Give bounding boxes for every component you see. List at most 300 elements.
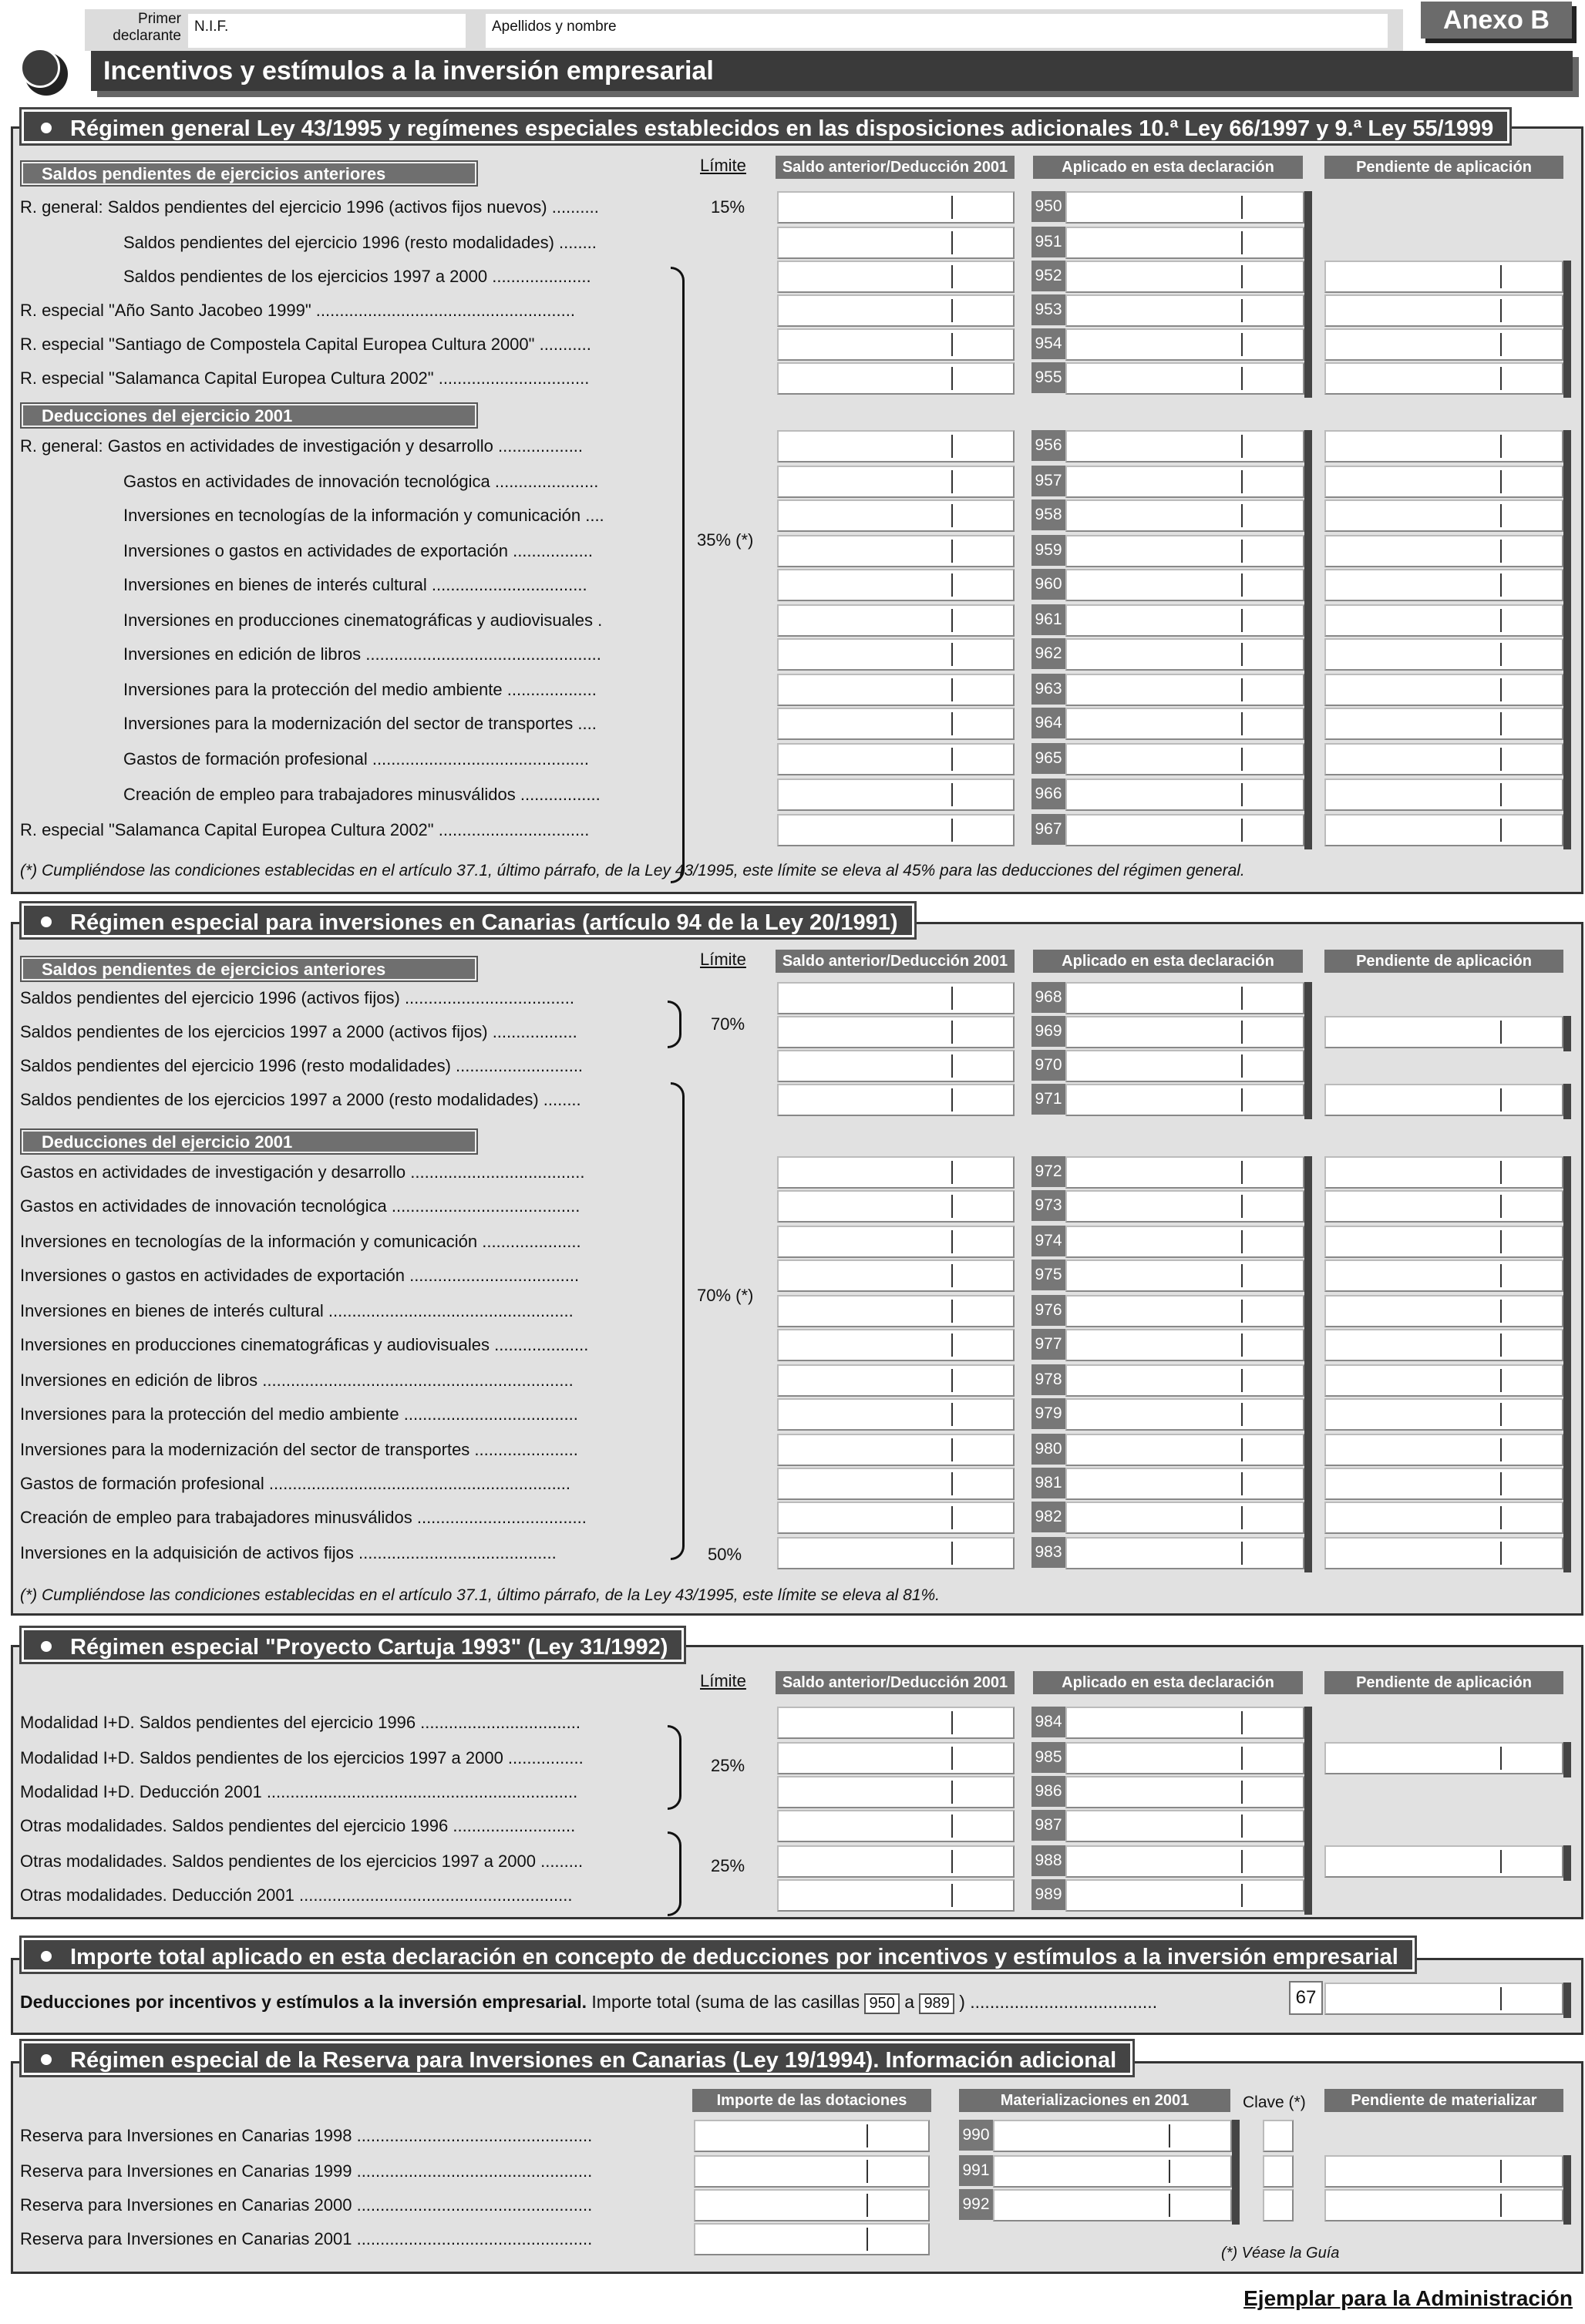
aplicado-field[interactable] xyxy=(1065,499,1304,532)
pendiente-field[interactable] xyxy=(1324,1260,1563,1292)
aplicado-field[interactable] xyxy=(1065,569,1304,601)
box-code: 979 xyxy=(1031,1398,1065,1429)
field-shadow xyxy=(1304,814,1312,849)
box-code: 971 xyxy=(1031,1084,1065,1115)
pendiente-field[interactable] xyxy=(1324,1329,1563,1361)
saldo-field[interactable] xyxy=(777,362,1015,395)
box-code: 978 xyxy=(1031,1364,1065,1395)
field-shadow xyxy=(1304,743,1312,779)
field-shadow xyxy=(1563,1434,1571,1469)
field-shadow xyxy=(1563,1983,1571,2018)
saldo-field[interactable] xyxy=(777,1879,1015,1912)
aplicado-field[interactable] xyxy=(1065,1050,1304,1082)
section-5-title: Régimen especial de la Reserva para Inversiones en Canarias (Ley 19/1994). Información adicional xyxy=(22,2041,1132,2075)
row-label: Inversiones en bienes de interés cultural ................................. xyxy=(123,575,587,594)
box-code: 958 xyxy=(1031,499,1065,530)
pendiente-field[interactable] xyxy=(1324,1845,1563,1878)
row-label: Otras modalidades. Saldos pendientes de los ejercicios 1997 a 2000 ......... xyxy=(20,1851,584,1871)
pendiente-header: Pendiente de aplicación xyxy=(1324,1671,1563,1694)
limit-header: Límite xyxy=(700,156,746,175)
box-code: 951 xyxy=(1031,227,1065,257)
aplicado-field[interactable] xyxy=(1065,1707,1304,1739)
field-shadow xyxy=(1304,362,1312,398)
aplicado-field[interactable] xyxy=(1065,1364,1304,1397)
limit-70-b: 70% (*) xyxy=(697,1286,754,1305)
aplicado-field[interactable] xyxy=(1065,1190,1304,1223)
box-code: 962 xyxy=(1031,638,1065,669)
field-shadow xyxy=(1563,1364,1571,1400)
clave-header: Clave (*) xyxy=(1243,2094,1306,2111)
nif-label: N.I.F. xyxy=(194,18,229,35)
materializaciones-field[interactable] xyxy=(993,2189,1232,2221)
section-2-title: Régimen especial para inversiones en Canarias (artículo 94 de la Ley 20/1991) xyxy=(22,903,914,937)
aplicado-field[interactable] xyxy=(1065,1742,1304,1774)
row-label: Otras modalidades. Deducción 2001 .......................................................... xyxy=(20,1885,573,1905)
row-label: Saldos pendientes de los ejercicios 1997 a 2000 (resto modalidades) ........ xyxy=(20,1090,581,1109)
saldo-field[interactable] xyxy=(777,1537,1015,1569)
field-shadow xyxy=(1563,1156,1571,1192)
field-shadow xyxy=(1304,1050,1312,1085)
saldo-field[interactable] xyxy=(777,1398,1015,1431)
bullet-icon xyxy=(41,916,52,927)
importe-header: Importe de las dotaciones xyxy=(692,2089,931,2112)
saldo-field[interactable] xyxy=(777,499,1015,532)
box-code: 987 xyxy=(1031,1810,1065,1841)
aplicado-field[interactable] xyxy=(1065,674,1304,706)
field-shadow xyxy=(1304,535,1312,570)
brace-canarias-activos xyxy=(668,1001,681,1048)
pendiente-field[interactable] xyxy=(1324,1016,1563,1048)
aplicado-field[interactable] xyxy=(1065,1810,1304,1842)
aplicado-field[interactable] xyxy=(1065,1845,1304,1878)
pendiente-field[interactable] xyxy=(1324,743,1563,775)
field-shadow xyxy=(1563,674,1571,709)
saldo-field[interactable] xyxy=(777,1156,1015,1189)
row-label: Modalidad I+D. Saldos pendientes del ejercicio 1996 .................................. xyxy=(20,1713,580,1732)
pendiente-field[interactable] xyxy=(1324,499,1563,532)
row-label: Reserva para Inversiones en Canarias 2000 .................................................. xyxy=(20,2195,593,2215)
aplicado-field[interactable] xyxy=(1065,1398,1304,1431)
total-amount-field[interactable] xyxy=(1324,1983,1563,2015)
row-label: R. general: Gastos en actividades de investigación y desarrollo .................. xyxy=(20,436,584,456)
name-field[interactable] xyxy=(486,14,1388,48)
field-shadow xyxy=(1304,1329,1312,1364)
box-code: 965 xyxy=(1031,743,1065,774)
saldo-field[interactable] xyxy=(777,1190,1015,1223)
field-shadow xyxy=(1563,814,1571,849)
pendiente-field[interactable] xyxy=(1324,1364,1563,1397)
row-label: Modalidad I+D. Saldos pendientes de los ejercicios 1997 a 2000 ................ xyxy=(20,1748,584,1767)
limit-header: Límite xyxy=(700,950,746,969)
saldo-field[interactable] xyxy=(777,1742,1015,1774)
field-shadow xyxy=(1304,1434,1312,1469)
row-label: Inversiones para la modernización del sector de transportes .... xyxy=(123,714,597,733)
pendiente-field[interactable] xyxy=(1324,1190,1563,1223)
box-code: 992 xyxy=(959,2189,993,2220)
saldo-field[interactable] xyxy=(777,1776,1015,1808)
aplicado-field[interactable] xyxy=(1065,1502,1304,1534)
importe-dotaciones-field[interactable] xyxy=(694,2223,930,2255)
field-shadow xyxy=(1563,1329,1571,1364)
footer-copy-label: Ejemplar para la Administración xyxy=(1243,2286,1573,2310)
section-3-title: Régimen especial "Proyecto Cartuja 1993" (Ley 31/1992) xyxy=(22,1628,684,1662)
field-shadow xyxy=(1304,674,1312,709)
box-code: 956 xyxy=(1031,430,1065,461)
field-shadow xyxy=(1563,638,1571,674)
field-shadow xyxy=(1304,1742,1312,1777)
title-bullet-icon xyxy=(20,48,60,88)
clave-field[interactable] xyxy=(1263,2189,1294,2221)
aplicado-field[interactable] xyxy=(1065,294,1304,327)
field-shadow xyxy=(1563,294,1571,330)
field-shadow xyxy=(1304,499,1312,535)
saldo-header: Saldo anterior/Deducción 2001 xyxy=(776,1671,1015,1694)
clave-field[interactable] xyxy=(1263,2155,1294,2188)
aplicado-field[interactable] xyxy=(1065,1156,1304,1189)
importe-dotaciones-field[interactable] xyxy=(694,2120,930,2152)
saldo-field[interactable] xyxy=(777,1502,1015,1534)
box-code: 975 xyxy=(1031,1260,1065,1290)
field-shadow xyxy=(1563,569,1571,604)
materializaciones-header: Materializaciones en 2001 xyxy=(959,2089,1230,2112)
pendiente-field[interactable] xyxy=(1324,1468,1563,1500)
limit-header: Límite xyxy=(700,1671,746,1690)
saldo-field[interactable] xyxy=(777,1468,1015,1500)
saldo-field[interactable] xyxy=(777,1084,1015,1116)
field-shadow xyxy=(1304,1260,1312,1295)
box-code: 991 xyxy=(959,2155,993,2186)
saldo-field[interactable] xyxy=(777,1050,1015,1082)
aplicado-field[interactable] xyxy=(1065,1260,1304,1292)
row-label: R. especial "Salamanca Capital Europea Cultura 2002" ................................ xyxy=(20,820,590,839)
saldo-field[interactable] xyxy=(777,814,1015,846)
box-code: 984 xyxy=(1031,1707,1065,1737)
box-code: 982 xyxy=(1031,1502,1065,1532)
clave-field[interactable] xyxy=(1263,2120,1294,2152)
field-shadow xyxy=(1304,1879,1312,1915)
pendiente-field[interactable] xyxy=(1324,261,1563,293)
field-shadow xyxy=(1563,1295,1571,1330)
saldo-field[interactable] xyxy=(777,779,1015,811)
section-2-sub-saldos: Saldos pendientes de ejercicios anteriores xyxy=(22,957,476,980)
brace-cartuja-otras xyxy=(668,1831,681,1916)
box-code: 968 xyxy=(1031,982,1065,1013)
row-label: R. especial "Santiago de Compostela Capital Europea Cultura 2000" ........... xyxy=(20,335,591,354)
box-code: 983 xyxy=(1031,1537,1065,1568)
pendiente-field[interactable] xyxy=(1324,569,1563,601)
pendiente-field[interactable] xyxy=(1324,638,1563,671)
bullet-icon xyxy=(41,2054,52,2065)
row-label: Modalidad I+D. Deducción 2001 .................................................................. xyxy=(20,1782,578,1801)
box-code: 957 xyxy=(1031,466,1065,496)
row-label: Otras modalidades. Saldos pendientes del ejercicio 1996 .......................... xyxy=(20,1816,576,1835)
saldo-field[interactable] xyxy=(777,743,1015,775)
box-code: 970 xyxy=(1031,1050,1065,1081)
aplicado-field[interactable] xyxy=(1065,708,1304,740)
field-shadow xyxy=(1563,430,1571,466)
section-1-sub-saldos: Saldos pendientes de ejercicios anteriores xyxy=(22,162,476,185)
field-shadow xyxy=(1304,1537,1312,1572)
aplicado-header: Aplicado en esta declaración xyxy=(1033,950,1303,973)
row-label: Inversiones en tecnologías de la información y comunicación .... xyxy=(123,506,604,525)
box-code: 972 xyxy=(1031,1156,1065,1187)
field-shadow xyxy=(1304,569,1312,604)
importe-dotaciones-field[interactable] xyxy=(694,2155,930,2188)
saldo-field[interactable] xyxy=(777,1226,1015,1258)
box-code: 981 xyxy=(1031,1468,1065,1498)
row-label: Reserva para Inversiones en Canarias 1999 .................................................. xyxy=(20,2161,593,2181)
brace-canarias-resto xyxy=(671,1082,685,1560)
aplicado-field[interactable] xyxy=(1065,261,1304,293)
aplicado-field[interactable] xyxy=(1065,1776,1304,1808)
saldo-field[interactable] xyxy=(777,569,1015,601)
aplicado-field[interactable] xyxy=(1065,604,1304,637)
box-code: 963 xyxy=(1031,674,1065,705)
box-code: 950 xyxy=(1031,191,1065,222)
field-shadow xyxy=(1304,1295,1312,1330)
pendiente-field[interactable] xyxy=(1324,1434,1563,1466)
pendiente-header: Pendiente de aplicación xyxy=(1324,950,1563,973)
pendiente-field[interactable] xyxy=(1324,535,1563,567)
nif-field[interactable] xyxy=(188,14,466,48)
field-shadow xyxy=(1563,1016,1571,1051)
saldo-field[interactable] xyxy=(777,535,1015,567)
saldo-field[interactable] xyxy=(777,1434,1015,1466)
aplicado-field[interactable] xyxy=(1065,328,1304,361)
pendiente-field[interactable] xyxy=(1324,1742,1563,1774)
box-code: 959 xyxy=(1031,535,1065,566)
saldo-field[interactable] xyxy=(777,1329,1015,1361)
total-code: 67 xyxy=(1289,1981,1323,2015)
aplicado-field[interactable] xyxy=(1065,1295,1304,1327)
pendiente-field[interactable] xyxy=(1324,604,1563,637)
row-label: Reserva para Inversiones en Canarias 1998 .................................................. xyxy=(20,2126,593,2145)
saldo-field[interactable] xyxy=(777,191,1015,224)
field-shadow xyxy=(1304,430,1312,466)
box-code: 974 xyxy=(1031,1226,1065,1256)
field-shadow xyxy=(1563,779,1571,814)
pendiente-field[interactable] xyxy=(1324,779,1563,811)
row-label: Gastos de formación profesional ................................................................ xyxy=(20,1474,571,1493)
box-code: 954 xyxy=(1031,328,1065,359)
saldo-field[interactable] xyxy=(777,638,1015,671)
aplicado-field[interactable] xyxy=(1065,227,1304,259)
field-shadow xyxy=(1563,1537,1571,1572)
saldo-field[interactable] xyxy=(777,1295,1015,1327)
aplicado-field[interactable] xyxy=(1065,638,1304,671)
field-shadow xyxy=(1563,743,1571,779)
row-label: Inversiones para la protección del medio ambiente ................... xyxy=(123,680,597,699)
row-label: Inversiones en edición de libros .................................................. xyxy=(123,644,601,664)
bullet-icon xyxy=(41,1951,52,1962)
pendiente-field[interactable] xyxy=(1324,674,1563,706)
field-shadow xyxy=(1563,466,1571,501)
field-shadow xyxy=(1563,2155,1571,2191)
box-code: 967 xyxy=(1031,814,1065,845)
aplicado-field[interactable] xyxy=(1065,1329,1304,1361)
aplicado-field[interactable] xyxy=(1065,1468,1304,1500)
pendiente-materializar-field[interactable] xyxy=(1324,2189,1563,2221)
anexo-badge: Anexo B xyxy=(1421,2,1572,39)
row-label: Gastos en actividades de innovación tecnológica ...................... xyxy=(123,472,599,491)
box-code: 952 xyxy=(1031,261,1065,291)
field-shadow xyxy=(1304,261,1312,296)
pendiente-field[interactable] xyxy=(1324,814,1563,846)
saldo-field[interactable] xyxy=(777,261,1015,293)
field-shadow xyxy=(1563,499,1571,535)
materializaciones-field[interactable] xyxy=(993,2120,1232,2152)
saldo-header: Saldo anterior/Deducción 2001 xyxy=(776,156,1015,179)
saldo-field[interactable] xyxy=(777,1810,1015,1842)
row-label: Reserva para Inversiones en Canarias 2001 .................................................. xyxy=(20,2229,593,2248)
pendiente-field[interactable] xyxy=(1324,466,1563,498)
pendiente-field[interactable] xyxy=(1324,1398,1563,1431)
pendiente-field[interactable] xyxy=(1324,1084,1563,1116)
pendiente-materializar-field[interactable] xyxy=(1324,2155,1563,2188)
pendiente-field[interactable] xyxy=(1324,430,1563,462)
box-code: 989 xyxy=(1031,1879,1065,1910)
field-shadow xyxy=(1232,2155,1240,2191)
field-shadow xyxy=(1304,1016,1312,1051)
aplicado-field[interactable] xyxy=(1065,1016,1304,1048)
limit-15: 15% xyxy=(711,197,745,217)
field-shadow xyxy=(1304,1156,1312,1192)
saldo-field[interactable] xyxy=(777,466,1015,498)
field-shadow xyxy=(1563,535,1571,570)
box-code: 980 xyxy=(1031,1434,1065,1465)
saldo-field[interactable] xyxy=(777,604,1015,637)
aplicado-field[interactable] xyxy=(1065,191,1304,224)
field-shadow xyxy=(1563,328,1571,364)
row-label: Inversiones en la adquisición de activos fijos .......................................... xyxy=(20,1543,557,1562)
field-shadow xyxy=(1304,982,1312,1017)
aplicado-header: Aplicado en esta declaración xyxy=(1033,1671,1303,1694)
field-shadow xyxy=(1563,1190,1571,1226)
field-shadow xyxy=(1304,1084,1312,1119)
field-shadow xyxy=(1304,1364,1312,1400)
row-label: Saldos pendientes de los ejercicios 1997 a 2000 ..................... xyxy=(123,267,591,286)
aplicado-field[interactable] xyxy=(1065,779,1304,811)
materializaciones-field[interactable] xyxy=(993,2155,1232,2188)
field-shadow xyxy=(1304,294,1312,330)
aplicado-field[interactable] xyxy=(1065,982,1304,1014)
field-shadow xyxy=(1304,1776,1312,1811)
limit-35: 35% (*) xyxy=(697,530,754,550)
aplicado-field[interactable] xyxy=(1065,1084,1304,1116)
row-label: Inversiones en producciones cinematográficas y audiovisuales . xyxy=(123,610,603,630)
box-code: 953 xyxy=(1031,294,1065,325)
row-label: Inversiones para la protección del medio ambiente ..................................... xyxy=(20,1404,578,1424)
row-label: Inversiones en tecnologías de la información y comunicación ..................... xyxy=(20,1232,581,1251)
pendiente-field[interactable] xyxy=(1324,1156,1563,1189)
row-label: R. especial "Salamanca Capital Europea Cultura 2002" ................................ xyxy=(20,368,590,388)
field-shadow xyxy=(1304,1845,1312,1881)
saldo-field[interactable] xyxy=(777,1364,1015,1397)
row-label: Gastos de formación profesional .............................................. xyxy=(123,749,590,769)
row-label: Gastos en actividades de innovación tecnológica ........................................ xyxy=(20,1196,580,1216)
field-shadow xyxy=(1304,604,1312,640)
field-shadow xyxy=(1563,1468,1571,1503)
pendiente-field[interactable] xyxy=(1324,1295,1563,1327)
aplicado-field[interactable] xyxy=(1065,362,1304,395)
aplicado-field[interactable] xyxy=(1065,743,1304,775)
section-4-title: Importe total aplicado en esta declaración en concepto de deducciones por incentivos y estímulos a la inversión empresarial xyxy=(22,1938,1415,1972)
name-label: Apellidos y nombre xyxy=(492,18,617,35)
section-1-title: Régimen general Ley 43/1995 y regímenes especiales establecidos en las disposiciones adicionales 10.ª Ley 66/1997 y 9.ª Ley 55/1999 xyxy=(22,109,1509,143)
bullet-icon xyxy=(41,1641,52,1652)
pendiente-field[interactable] xyxy=(1324,362,1563,395)
aplicado-field[interactable] xyxy=(1065,814,1304,846)
saldo-field[interactable] xyxy=(777,1016,1015,1048)
field-shadow xyxy=(1563,1742,1571,1777)
box-code: 990 xyxy=(959,2120,993,2151)
saldo-field[interactable] xyxy=(777,1707,1015,1739)
aplicado-field[interactable] xyxy=(1065,430,1304,462)
field-shadow xyxy=(1563,1502,1571,1537)
row-label: Saldos pendientes del ejercicio 1996 (resto modalidades) ........ xyxy=(123,233,597,252)
pendiente-field[interactable] xyxy=(1324,294,1563,327)
section-1-note: (*) Cumpliéndose las condiciones establecidas en el artículo 37.1, último párrafo, de la Ley 43/1995, este límite se eleva al 45% para las deducciones del régimen general. xyxy=(20,862,1245,879)
section-1-sub-deducciones: Deducciones del ejercicio 2001 xyxy=(22,404,476,427)
saldo-field[interactable] xyxy=(777,430,1015,462)
section-5-note: (*) Véase la Guía xyxy=(1221,2245,1340,2262)
aplicado-field[interactable] xyxy=(1065,1879,1304,1912)
field-shadow xyxy=(1563,1084,1571,1119)
aplicado-field[interactable] xyxy=(1065,466,1304,498)
box-code: 977 xyxy=(1031,1329,1065,1360)
aplicado-field[interactable] xyxy=(1065,535,1304,567)
saldo-field[interactable] xyxy=(777,982,1015,1014)
saldo-field[interactable] xyxy=(777,674,1015,706)
importe-dotaciones-field[interactable] xyxy=(694,2189,930,2221)
field-shadow xyxy=(1563,1226,1571,1261)
box-code: 955 xyxy=(1031,362,1065,393)
pendiente-field[interactable] xyxy=(1324,1226,1563,1258)
field-shadow xyxy=(1304,191,1312,227)
pendiente-materializar-header: Pendiente de materializar xyxy=(1324,2089,1563,2112)
aplicado-field[interactable] xyxy=(1065,1537,1304,1569)
aplicado-field[interactable] xyxy=(1065,1434,1304,1466)
field-shadow xyxy=(1563,261,1571,296)
saldo-field[interactable] xyxy=(777,1845,1015,1878)
section-2-sub-deducciones: Deducciones del ejercicio 2001 xyxy=(22,1130,476,1153)
pendiente-field[interactable] xyxy=(1324,1537,1563,1569)
row-label: Saldos pendientes del ejercicio 1996 (resto modalidades) ........................... xyxy=(20,1056,584,1075)
row-label: Inversiones en bienes de interés cultural .................................................... xyxy=(20,1301,574,1320)
pendiente-field[interactable] xyxy=(1324,328,1563,361)
row-label: Inversiones en producciones cinematográficas y audiovisuales .................... xyxy=(20,1335,589,1354)
saldo-field[interactable] xyxy=(777,1260,1015,1292)
aplicado-header: Aplicado en esta declaración xyxy=(1033,156,1303,179)
saldo-field[interactable] xyxy=(777,227,1015,259)
limit-25-a: 25% xyxy=(711,1756,745,1775)
saldo-field[interactable] xyxy=(777,294,1015,327)
aplicado-field[interactable] xyxy=(1065,1226,1304,1258)
saldo-field[interactable] xyxy=(777,328,1015,361)
bullet-icon xyxy=(41,123,52,133)
field-shadow xyxy=(1304,708,1312,743)
box-code: 960 xyxy=(1031,569,1065,600)
field-shadow xyxy=(1232,2120,1240,2155)
pendiente-field[interactable] xyxy=(1324,708,1563,740)
row-label: Inversiones en edición de libros .................................................................. xyxy=(20,1371,574,1390)
limit-50: 50% xyxy=(708,1545,742,1564)
box-code: 973 xyxy=(1031,1190,1065,1221)
row-label: Saldos pendientes de los ejercicios 1997 a 2000 (activos fijos) .................. xyxy=(20,1022,577,1041)
saldo-field[interactable] xyxy=(777,708,1015,740)
field-shadow xyxy=(1304,227,1312,262)
pendiente-field[interactable] xyxy=(1324,1502,1563,1534)
